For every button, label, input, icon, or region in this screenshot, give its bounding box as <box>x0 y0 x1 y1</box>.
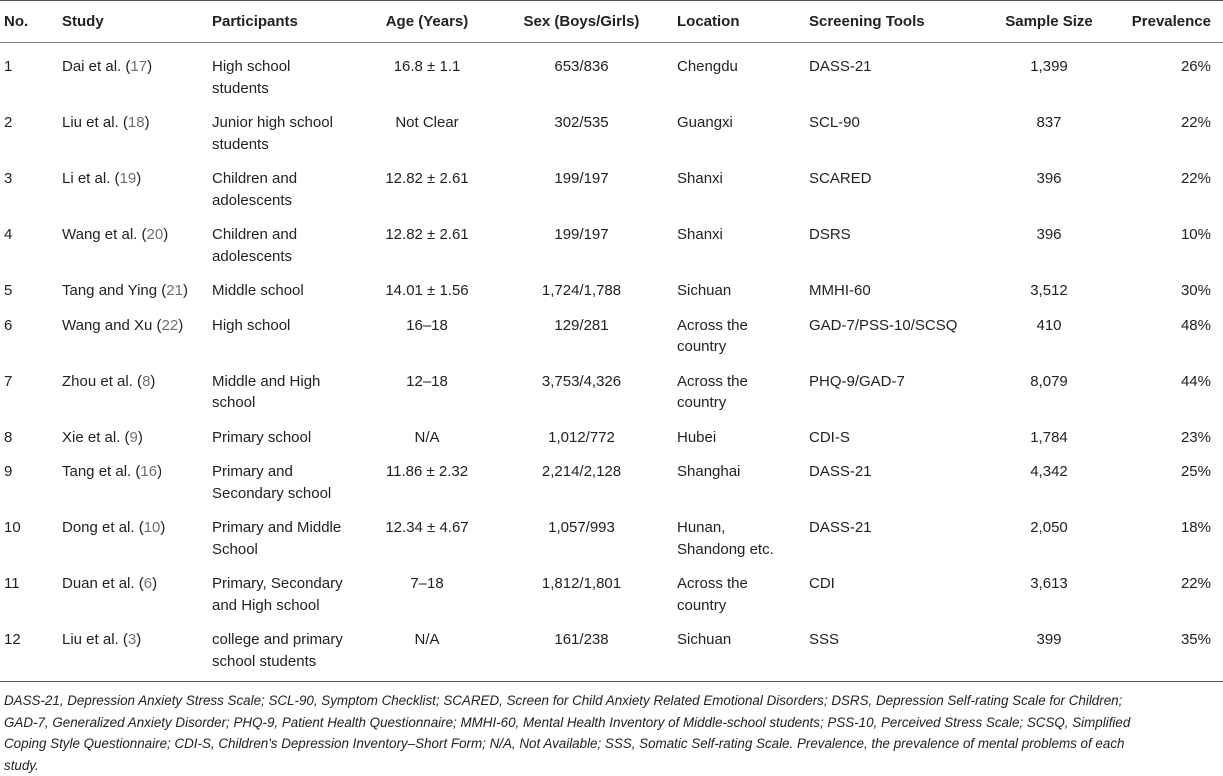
cell-location: Sichuan <box>665 616 793 682</box>
cell-prevalence: 10% <box>1180 226 1211 243</box>
cell-sample-size: 1,784 <box>1030 428 1068 446</box>
cell-age: 16.8 ± 1.1 <box>393 58 461 75</box>
cell-sample-size: 3,613 <box>1030 575 1068 592</box>
cell-participants: Middle and High school <box>212 372 321 411</box>
cell-participants: Junior high school students <box>212 114 333 153</box>
cell-no: 10 <box>4 519 21 536</box>
header-row <box>0 1 1223 43</box>
reference-link[interactable]: 18 <box>127 114 145 131</box>
reference-link[interactable]: 6 <box>143 575 153 592</box>
cell-participants: Primary school <box>212 428 312 446</box>
reference-link[interactable]: 9 <box>129 428 138 446</box>
cell-prevalence: 22% <box>1180 114 1211 131</box>
study-name: Tang and Ying <box>62 282 158 299</box>
cell-screening-tools: CDI-S <box>809 428 850 446</box>
cell-sample-size: 396 <box>1036 170 1062 187</box>
table-row <box>0 302 1223 358</box>
cell-location: Across the country <box>677 575 748 614</box>
cell-screening-tools: DASS-21 <box>809 519 872 536</box>
cell-participants: Primary and Secondary school <box>212 463 332 502</box>
cell-age: 12.34 ± 4.67 <box>385 519 469 536</box>
cell-age: N/A <box>414 428 440 446</box>
study-name: Dong et al. <box>62 519 135 536</box>
cell-location: Shanxi <box>677 170 723 187</box>
cell-sex: 1,057/993 <box>548 519 615 536</box>
cell-sex: 1,812/1,801 <box>541 575 622 592</box>
reference-link[interactable]: 17 <box>130 58 148 75</box>
cell-age: 7–18 <box>410 575 444 592</box>
cell-study: Xie et al. (9) <box>62 428 143 446</box>
cell-participants: Children and adolescents <box>212 170 298 209</box>
cell-screening-tools: GAD-7/PSS-10/SCSQ <box>809 316 958 334</box>
cell-participants: college and primary school students <box>200 616 356 682</box>
cell-age: 16–18 <box>406 316 448 334</box>
cell-age: 12.82 ± 2.61 <box>385 226 469 243</box>
cell-participants: Primary, Secondary and High school <box>212 575 343 614</box>
cell-sample-size: 8,079 <box>1030 372 1068 390</box>
cell-location: Guangxi <box>677 114 733 131</box>
cell-sex: 1,724/1,788 <box>541 282 622 299</box>
reference-link[interactable]: 21 <box>166 282 183 299</box>
cell-screening-tools: DSRS <box>809 226 851 243</box>
cell-prevalence: 48% <box>1180 316 1211 334</box>
cell-study: Li et al. (19) <box>62 170 142 187</box>
study-name: Wang et al. <box>62 226 138 243</box>
table-row <box>0 211 1223 267</box>
cell-study: Wang et al. (20) <box>62 226 169 243</box>
cell-screening-tools: DASS-21 <box>809 463 872 480</box>
table-body <box>0 43 1223 682</box>
study-name: Liu et al. <box>62 114 119 131</box>
header-participants: Participants <box>200 1 356 43</box>
reference-link[interactable]: 19 <box>119 170 137 187</box>
cell-study: Liu et al. (3) <box>52 616 200 682</box>
header-location: Location <box>665 1 793 43</box>
cell-study: Zhou et al. (8) <box>62 372 156 390</box>
cell-screening-tools: SCL-90 <box>809 114 860 131</box>
cell-no: 11 <box>4 575 20 592</box>
cell-no: 7 <box>4 372 13 390</box>
cell-age: 14.01 ± 1.56 <box>385 282 469 299</box>
cell-sex: 302/535 <box>554 114 609 131</box>
cell-age: Not Clear <box>395 114 459 131</box>
table-footnote: DASS-21, Depression Anxiety Stress Scale; SCL-90, Symptom Checklist; SCARED, Screen for Child Anxiety Related Emotional Disorders; DSRS, Depression Self-rating Scale for Children; GAD-7, Generalized Anxiety Disorder; PHQ-9, Patient Health Questionnaire; MMHI-60, Mental Health Inventory of Middle-school students; PSS-10, Perceived Stress Scale; SCSQ, Simplified Coping Style Questionnaire; CDI-S, Children's Depression Inventory–Short Form; N/A, Not Available; SSS, Somatic Self-rating Scale. Prevalence, the prevalence of mental problems of each study. <box>4 693 1131 773</box>
cell-sample-size: 399 <box>983 616 1115 682</box>
cell-location: Across the country <box>677 372 748 411</box>
cell-sex: 2,214/2,128 <box>541 463 622 480</box>
cell-screening-tools: PHQ-9/GAD-7 <box>809 372 905 390</box>
study-name: Liu et al. <box>62 631 119 648</box>
cell-no: 3 <box>4 170 13 187</box>
table-row <box>0 616 1223 682</box>
cell-study: Liu et al. (18) <box>62 114 150 131</box>
cell-screening-tools: SSS <box>793 616 983 682</box>
cell-study: Tang et al. (16) <box>62 463 163 480</box>
reference-link[interactable]: 20 <box>146 226 164 243</box>
cell-study: Dai et al. (17) <box>62 58 153 75</box>
cell-no: 8 <box>4 428 13 446</box>
study-name: Duan et al. <box>62 575 135 592</box>
cell-prevalence: 44% <box>1180 372 1211 390</box>
cell-participants: High school <box>212 316 291 334</box>
study-name: Xie et al. <box>62 428 121 446</box>
cell-sample-size: 410 <box>1036 316 1062 334</box>
cell-participants: Children and adolescents <box>212 226 298 265</box>
cell-screening-tools: SCARED <box>809 170 872 187</box>
cell-study: Wang and Xu (22) <box>62 316 184 334</box>
cell-sex: 653/836 <box>554 58 609 75</box>
cell-sex: 1,012/772 <box>548 428 615 446</box>
cell-sex: 161/238 <box>498 616 665 682</box>
cell-age: N/A <box>356 616 498 682</box>
cell-sex: 199/197 <box>554 226 609 243</box>
reference-link[interactable]: 3 <box>127 631 137 648</box>
cell-no: 2 <box>4 114 13 131</box>
cell-age: 11.86 ± 2.32 <box>385 463 469 480</box>
cell-location: Sichuan <box>677 282 732 299</box>
cell-study: Dong et al. (10) <box>62 519 166 536</box>
cell-location: Chengdu <box>677 58 738 75</box>
table-row <box>0 358 1223 414</box>
header-sex: Sex (Boys/Girls) <box>498 1 665 43</box>
cell-screening-tools: DASS-21 <box>809 58 872 75</box>
table-row <box>0 504 1223 560</box>
cell-age: 12–18 <box>406 372 448 390</box>
study-name: Tang et al. <box>62 463 132 480</box>
cell-prevalence: 26% <box>1180 58 1211 75</box>
reference-link[interactable]: 22 <box>161 316 179 334</box>
cell-no: 1 <box>4 58 13 75</box>
cell-prevalence: 25% <box>1180 463 1211 480</box>
study-name: Dai et al. <box>62 58 122 75</box>
cell-location: Across the country <box>677 316 748 355</box>
cell-screening-tools: CDI <box>809 575 835 592</box>
cell-sex: 199/197 <box>554 170 609 187</box>
cell-sample-size: 3,512 <box>1030 282 1068 299</box>
table-row <box>0 43 1223 100</box>
reference-link[interactable]: 16 <box>140 463 158 480</box>
cell-age: 12.82 ± 2.61 <box>385 170 469 187</box>
table-row <box>0 155 1223 211</box>
cell-prevalence: 18% <box>1180 519 1211 536</box>
cell-no: 12 <box>0 616 52 682</box>
study-name: Zhou et al. <box>62 372 133 390</box>
cell-participants: Middle school <box>212 282 304 299</box>
reference-link[interactable]: 8 <box>142 372 151 390</box>
table-row <box>0 448 1223 504</box>
reference-link[interactable]: 10 <box>143 519 161 536</box>
header-study: Study <box>52 1 200 43</box>
cell-prevalence: 22% <box>1180 575 1211 592</box>
cell-sample-size: 837 <box>1036 114 1062 131</box>
table-row <box>0 414 1223 449</box>
cell-sex: 129/281 <box>554 316 609 334</box>
cell-location: Hubei <box>677 428 717 446</box>
cell-prevalence: 35% <box>1115 616 1223 682</box>
header-prevalence: Prevalence <box>1115 1 1223 43</box>
cell-location: Shanghai <box>677 463 741 480</box>
table-header <box>0 1 1223 43</box>
cell-location: Hunan, Shandong etc. <box>677 519 774 558</box>
cell-prevalence: 23% <box>1180 428 1211 446</box>
header-age: Age (Years) <box>356 1 498 43</box>
header-screening-tools: Screening Tools <box>793 1 983 43</box>
cell-location: Shanxi <box>677 226 723 243</box>
cell-sample-size: 4,342 <box>1030 463 1068 480</box>
table-row <box>0 560 1223 616</box>
cell-no: 9 <box>4 463 13 480</box>
cell-prevalence: 30% <box>1180 282 1211 299</box>
study-name: Li et al. <box>62 170 111 187</box>
cell-sample-size: 396 <box>1036 226 1062 243</box>
header-sample-size: Sample Size <box>983 1 1115 43</box>
cell-participants: High school students <box>212 58 291 97</box>
cell-study: Tang and Ying (21) <box>62 282 188 299</box>
cell-prevalence: 22% <box>1180 170 1211 187</box>
header-no: No. <box>0 1 52 43</box>
cell-sample-size: 2,050 <box>1030 519 1068 536</box>
table-row <box>0 99 1223 155</box>
table-row <box>0 267 1223 302</box>
cell-study: Duan et al. (6) <box>62 575 158 592</box>
study-name: Wang and Xu <box>62 316 153 334</box>
cell-screening-tools: MMHI-60 <box>809 282 871 299</box>
cell-participants: Primary and Middle School <box>212 519 342 558</box>
cell-sample-size: 1,399 <box>1030 58 1068 75</box>
cell-no: 4 <box>4 226 13 243</box>
cell-no: 6 <box>4 316 13 334</box>
cell-sex: 3,753/4,326 <box>541 372 622 390</box>
cell-no: 5 <box>4 282 13 299</box>
